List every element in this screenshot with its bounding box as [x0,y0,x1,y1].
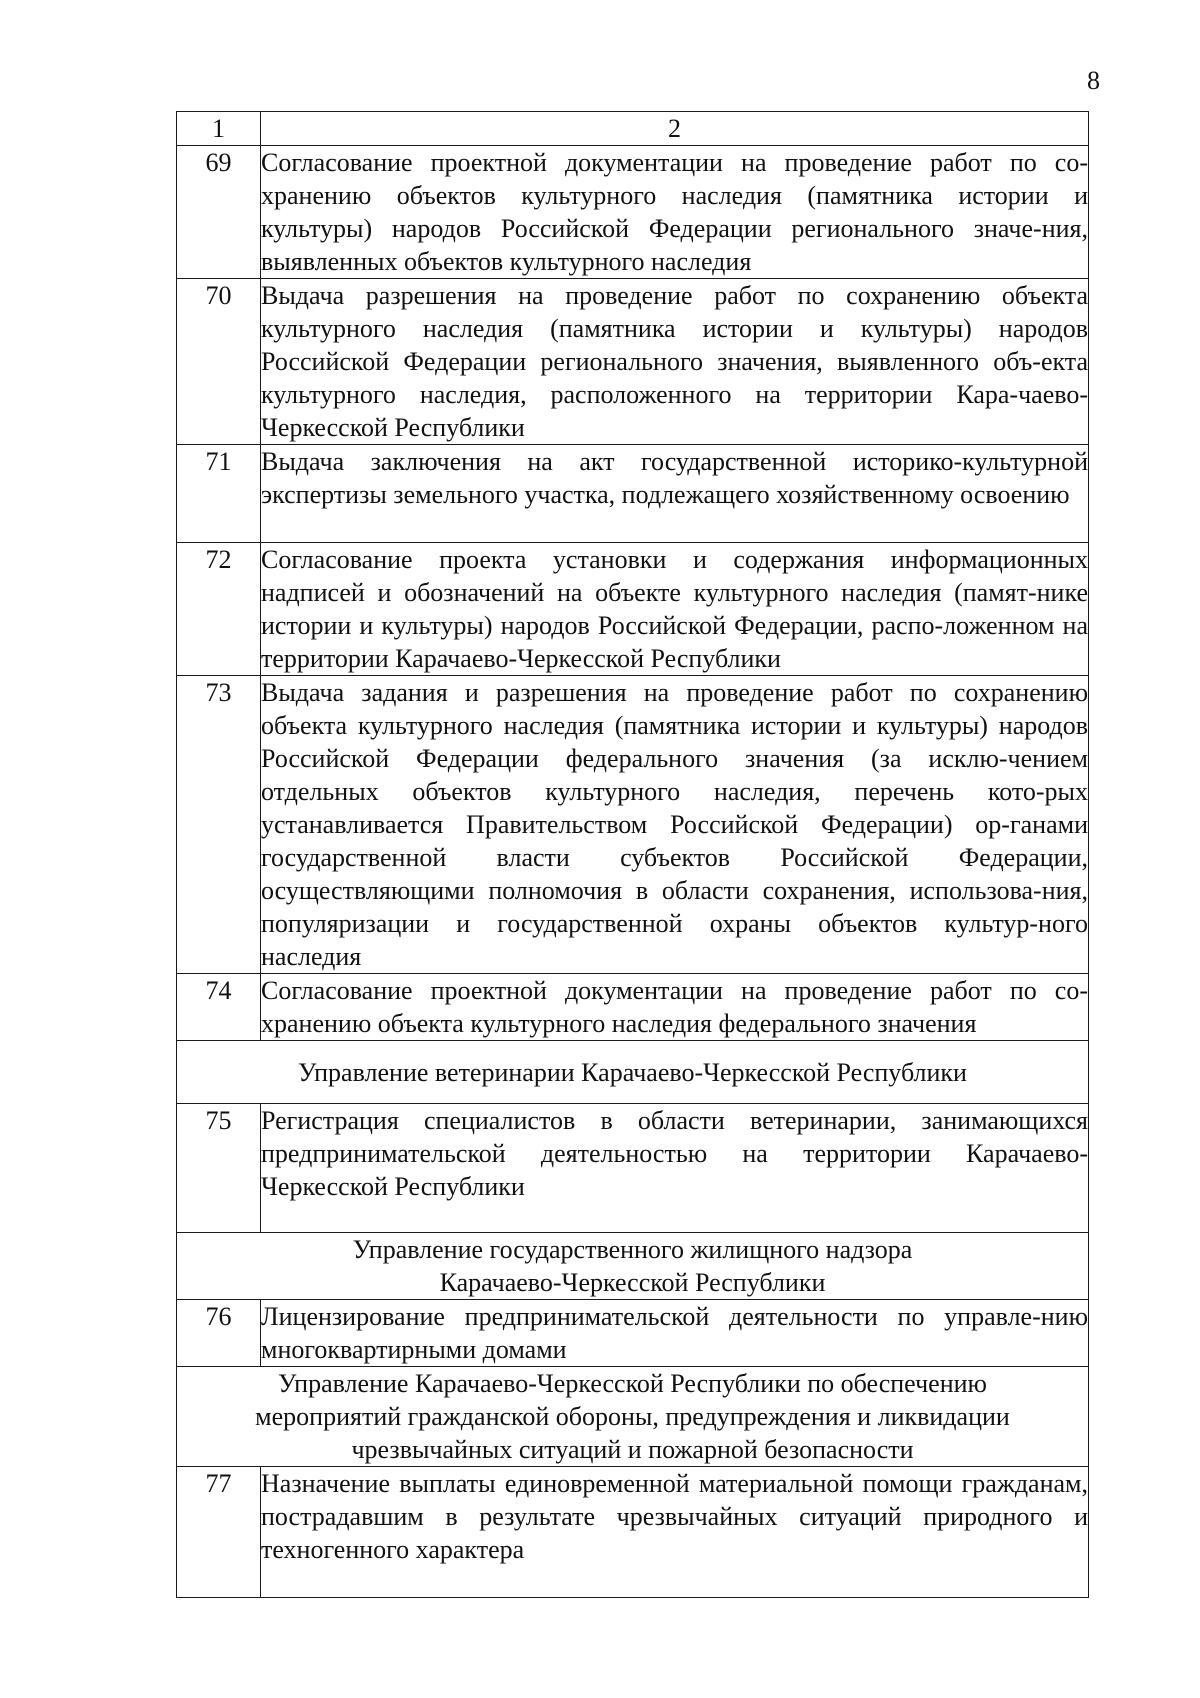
section-header-row [177,1041,1089,1104]
section-title-line: Управление государственного жилищного надзора [352,1235,913,1264]
section-title-line: чрезвычайных ситуаций и пожарной безопасности [351,1435,914,1464]
table-row [177,543,1089,676]
row-number: 71 [177,445,261,543]
service-description: Назначение выплаты единовременной материальной помощи гражданам, пострадавшим в результате чрезвычайных ситуаций природного и техногенного характера [261,1467,1089,1598]
table-row [177,1467,1089,1598]
row-number: 77 [177,1467,261,1598]
table-row [177,445,1089,543]
table-row [177,1300,1089,1367]
section-civil-defense-title [177,1367,1089,1467]
row-number: 70 [177,279,261,445]
section-title-line: мероприятий гражданской обороны, предупреждения и ликвидации [255,1402,1010,1431]
service-description: Выдача разрешения на проведение работ по сохранению объекта культурного наследия (памятника истории и культуры) народов Российской Федерации регионального значения, выявленного объ-екта культурного наследия, расположенного на территории Кара-чаево-Черкесской Республики [261,279,1089,445]
row-number: 73 [177,676,261,974]
services-table [176,111,1089,1598]
service-description: Согласование проектной документации на проведение работ по со-хранению объекта культурного наследия федерального значения [261,974,1089,1041]
row-number: 74 [177,974,261,1041]
service-description: Согласование проекта установки и содержания информационных надписей и обозначений на объекте культурного наследия (памят-нике истории и культуры) народов Российской Федерации, распо-ложенном на территории Карачаево-Черкесской Республики [261,543,1089,676]
service-description: Выдача задания и разрешения на проведение работ по сохранению объекта культурного наследия (памятника истории и культуры) народов Российской Федерации федерального значения (за исклю-чением отдельных объектов культурного наследия, перечень кото-рых устанавливается Правительством Российской Федерации) ор-ганами государственной власти субъектов Российской Федерации, осуществляющими полномочия в области сохранения, использова-ния, популяризации и государственной охраны объектов культур-ного наследия [261,676,1089,974]
row-number: 69 [177,146,261,279]
service-description: Выдача заключения на акт государственной историко-культурной экспертизы земельного участка, подлежащего хозяйственному освоению [261,445,1089,543]
row-number: 76 [177,1300,261,1367]
service-description: Регистрация специалистов в области ветеринарии, занимающихся предпринимательской деятельностью на территории Карачаево-Черкесской Республики [261,1104,1089,1233]
table-row [177,146,1089,279]
column-header-2: 2 [261,112,1089,146]
section-title-line: Карачаево-Черкесской Республики [439,1268,826,1297]
service-description: Согласование проектной документации на проведение работ по со-хранению объектов культурного наследия (памятника истории и культуры) народов Российской Федерации регионального значе-ния, выявленных объектов культурного наследия [261,146,1089,279]
table-row [177,974,1089,1041]
table-row [177,279,1089,445]
page-number: 8 [1087,66,1100,95]
section-housing-title [177,1233,1089,1300]
table-header-row [177,112,1089,146]
table-row [177,676,1089,974]
row-number: 72 [177,543,261,676]
section-header-row [177,1233,1089,1300]
column-header-1: 1 [177,112,261,146]
section-header-row [177,1367,1089,1467]
section-title-line: Управление Карачаево-Черкесской Республики по обеспечению [278,1369,987,1398]
row-number: 75 [177,1104,261,1233]
section-veterinary-title: Управление ветеринарии Карачаево-Черкесской Республики [177,1041,1089,1104]
table-row [177,1104,1089,1233]
service-description: Лицензирование предпринимательской деятельности по управле-нию многоквартирными домами [261,1300,1089,1367]
